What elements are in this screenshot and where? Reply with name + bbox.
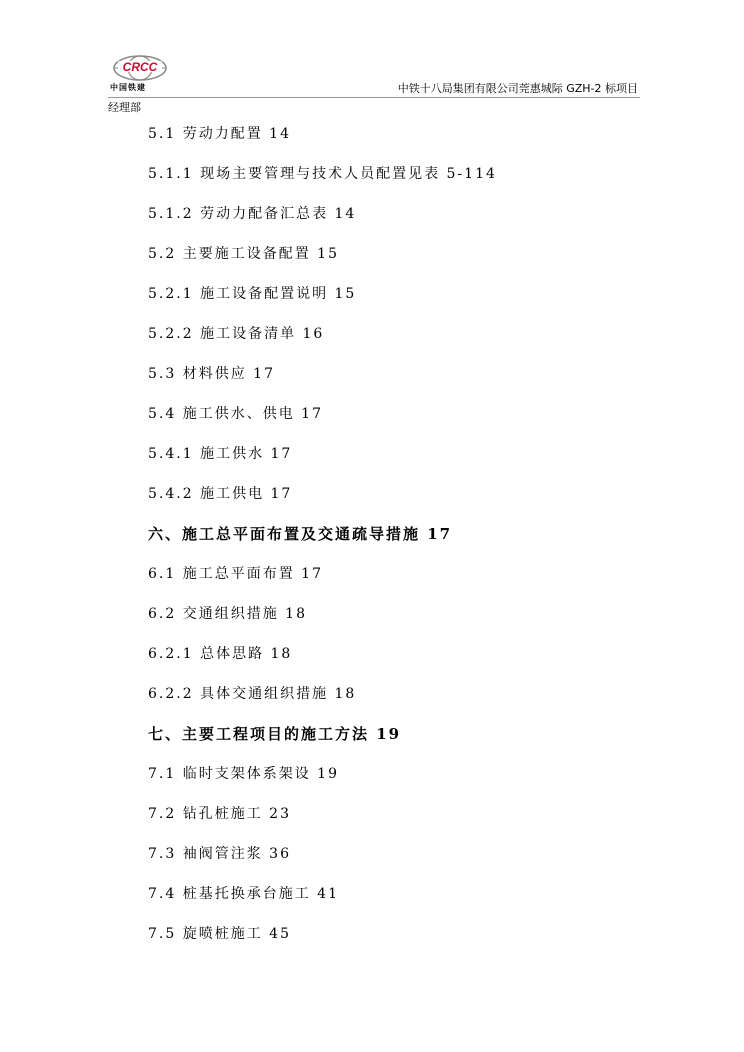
project-name-continued: 经理部 bbox=[108, 101, 141, 114]
toc-entry[interactable]: 6.2.1 总体思路 18 bbox=[148, 646, 293, 662]
toc-entry[interactable]: 5.1.1 现场主要管理与技术人员配置见表 5-114 bbox=[148, 166, 497, 182]
toc-entry[interactable]: 7.4 桩基托换承台施工 41 bbox=[148, 886, 339, 902]
toc-entry[interactable]: 7.3 袖阀管注浆 36 bbox=[148, 846, 291, 862]
toc-chapter[interactable]: 六、施工总平面布置及交通疏导措施 17 bbox=[148, 525, 453, 543]
toc-entry[interactable]: 5.4.2 施工供电 17 bbox=[148, 486, 293, 502]
toc-entry[interactable]: 5.2.1 施工设备配置说明 15 bbox=[148, 286, 357, 302]
toc-entry[interactable]: 5.2 主要施工设备配置 15 bbox=[148, 246, 339, 262]
toc-entry[interactable]: 5.4 施工供水、供电 17 bbox=[148, 406, 323, 422]
toc-entry[interactable]: 6.1 施工总平面布置 17 bbox=[148, 566, 323, 582]
toc-chapter[interactable]: 七、主要工程项目的施工方法 19 bbox=[148, 725, 402, 743]
toc-entry[interactable]: 5.1 劳动力配置 14 bbox=[148, 126, 291, 142]
toc-entry[interactable]: 7.5 旋喷桩施工 45 bbox=[148, 926, 291, 942]
toc-entry[interactable]: 5.2.2 施工设备清单 16 bbox=[148, 326, 325, 342]
header-divider bbox=[108, 97, 640, 98]
logo-caption: 中国铁建 bbox=[110, 83, 146, 92]
toc-entry[interactable]: 7.2 钻孔桩施工 23 bbox=[148, 806, 291, 822]
table-of-contents bbox=[148, 121, 497, 961]
toc-entry[interactable]: 6.2 交通组织措施 18 bbox=[148, 606, 307, 622]
toc-entry[interactable]: 5.3 材料供应 17 bbox=[148, 366, 275, 382]
toc-entry[interactable]: 7.1 临时支架体系架设 19 bbox=[148, 766, 339, 782]
logo-text: CRCC bbox=[122, 60, 158, 74]
project-name: 中铁十八局集团有限公司莞惠城际 GZH-2 标项目 bbox=[397, 82, 638, 95]
toc-entry[interactable]: 6.2.2 具体交通组织措施 18 bbox=[148, 686, 357, 702]
toc-entry[interactable]: 5.4.1 施工供水 17 bbox=[148, 446, 293, 462]
toc-entry[interactable]: 5.1.2 劳动力配备汇总表 14 bbox=[148, 206, 357, 222]
